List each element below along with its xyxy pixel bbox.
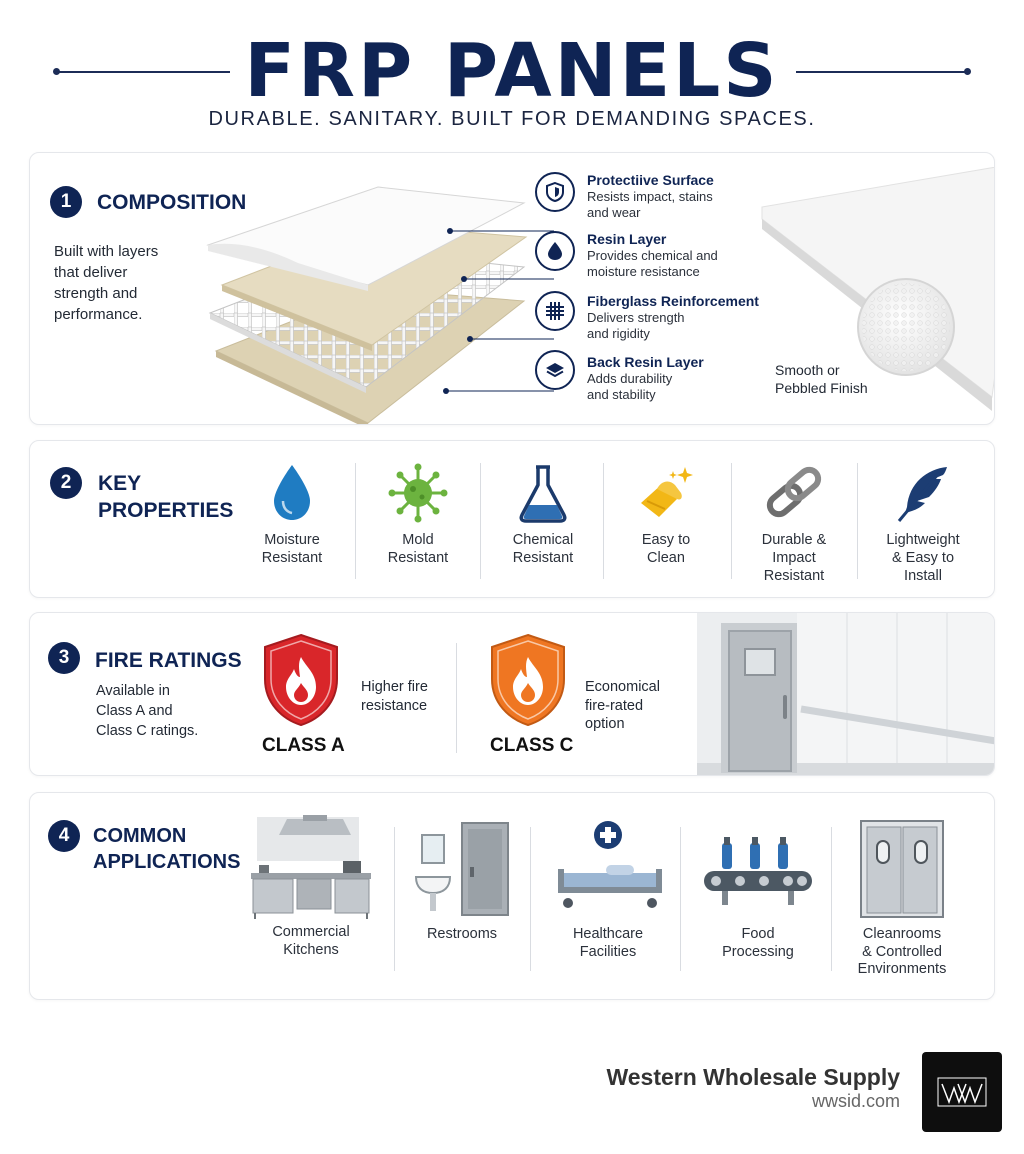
class-a-shield-icon (262, 633, 340, 727)
droplet-icon (535, 231, 575, 271)
property-mold-resistant: Mold Resistant (366, 441, 470, 597)
class-c-description: Economical fire-rated option (585, 679, 660, 732)
hospital-bed-icon (548, 819, 668, 921)
mold-icon (388, 463, 448, 523)
layer-label-protective-surface: Protectiive Surface Resists impact, stains and wear (587, 172, 714, 220)
brand-url[interactable]: wwsid.com (811, 1091, 900, 1111)
water-drop-icon (271, 463, 313, 523)
divider (680, 827, 681, 971)
brand-name: Western Wholesale Supply (606, 1064, 900, 1090)
application-food-processing: Food Processing (688, 819, 828, 961)
application-cleanrooms: Cleanrooms & Controlled Environments (842, 819, 962, 979)
divider (530, 827, 531, 971)
section-number-badge: 4 (48, 820, 80, 852)
fire-ratings-card (29, 612, 995, 776)
brand-logo (922, 1052, 1002, 1132)
divider (857, 463, 858, 579)
feather-icon (893, 463, 953, 523)
cleaning-icon (635, 463, 697, 523)
layer-label-resin-layer: Resin Layer Provides chemical and moisture resistance (587, 231, 718, 279)
section-number-badge: 2 (50, 467, 82, 499)
layer-label-fiberglass-reinforcement: Fiberglass Reinforcement Delivers strength and rigidity (587, 293, 759, 341)
divider (603, 463, 604, 579)
section-title: FIRE RATINGS (95, 649, 242, 672)
class-a-description: Higher fire resistance (361, 679, 428, 714)
layers-icon (535, 350, 575, 390)
finish-label: Smooth or Pebbled Finish (775, 362, 868, 396)
restroom-icon (412, 819, 512, 921)
divider (831, 827, 832, 971)
application-healthcare-facilities: Healthcare Facilities (538, 819, 678, 961)
section-title: COMMON APPLICATIONS (93, 825, 241, 873)
shield-icon (535, 172, 575, 212)
property-chemical-resistant: Chemical Resistant (491, 441, 595, 597)
section-title: COMPOSITION (97, 191, 247, 214)
double-door-icon (857, 819, 947, 921)
grid-icon (535, 291, 575, 331)
application-restrooms: Restrooms (402, 819, 522, 944)
property-lightweight-easy-install: Lightweight & Easy to Install (868, 441, 978, 597)
ww-logo-icon (922, 1052, 1002, 1132)
section-title: KEY PROPERTIES (98, 472, 234, 522)
properties-card (29, 440, 995, 598)
section-number-badge: 3 (48, 642, 80, 674)
divider (394, 827, 395, 971)
page-subtitle: DURABLE. SANITARY. BUILT FOR DEMANDING SPACES. (208, 108, 816, 130)
flask-icon (518, 463, 568, 523)
class-c-shield-icon (489, 633, 567, 727)
application-commercial-kitchens: Commercial Kitchens (236, 815, 386, 959)
divider (480, 463, 481, 579)
class-a-label: CLASS A (262, 735, 345, 756)
layer-stack-illustration (178, 173, 558, 425)
property-durable-impact-resistant: Durable & Impact Resistant (742, 441, 846, 597)
property-easy-to-clean: Easy to Clean (614, 441, 718, 597)
applications-card (29, 792, 995, 1000)
composition-card (29, 152, 995, 425)
section-number-badge: 1 (50, 186, 82, 218)
divider (731, 463, 732, 579)
chain-link-icon (764, 463, 824, 523)
composition-description: Built with layers that deliver strength and performance. (54, 243, 159, 323)
property-moisture-resistant: Moisture Resistant (240, 441, 344, 597)
conveyor-icon (698, 819, 818, 921)
divider (355, 463, 356, 579)
kitchen-icon (247, 815, 375, 919)
layer-label-back-resin-layer: Back Resin Layer Adds durability and stability (587, 354, 704, 402)
fire-description: Available in Class A and Class C ratings. (96, 683, 199, 739)
divider (456, 643, 457, 753)
class-c-label: CLASS C (490, 735, 574, 756)
page-title: FRP PANELS (244, 28, 780, 114)
frp-room-illustration (697, 613, 995, 776)
